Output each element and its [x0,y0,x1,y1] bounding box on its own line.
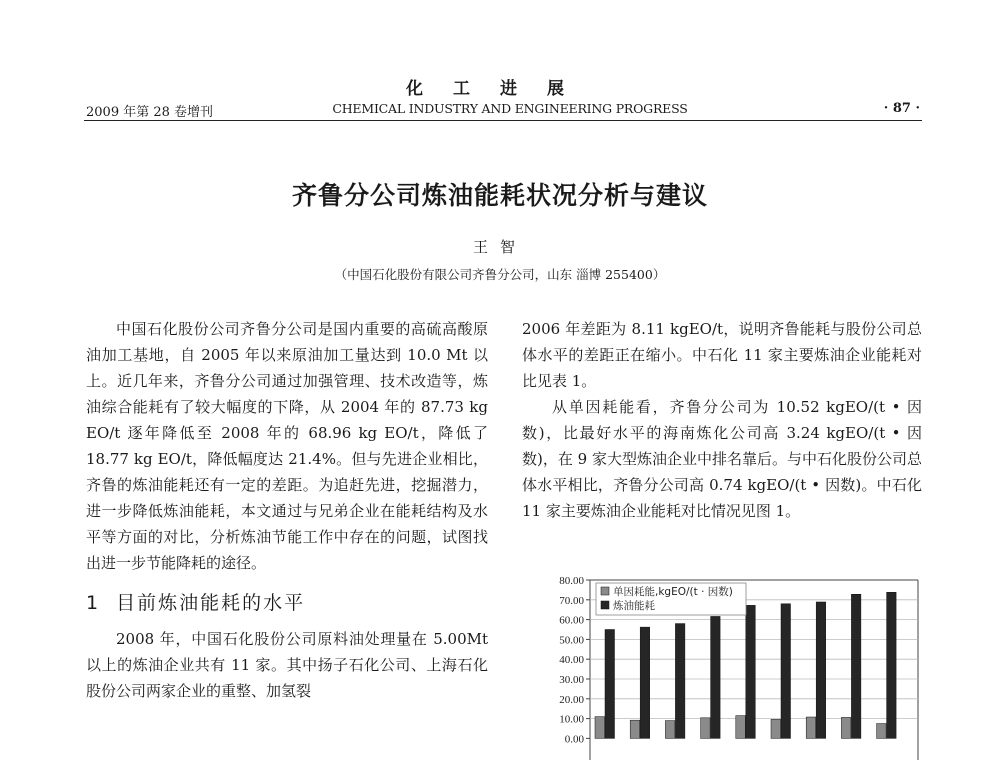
continued-paragraph: 2006 年差距为 8.11 kgEO/t，说明齐鲁能耗与股份公司总体水平的差距正在缩小。中石化 11 家主要炼油企业能耗对比见表 1。 [522,320,922,390]
bar-unit-energy [701,718,711,739]
bar-refining-energy [675,624,685,739]
y-tick-label: 10.00 [559,713,584,726]
journal-title-en: CHEMICAL INDUSTRY AND ENGINEERING PROGRESS [332,101,688,116]
figure-1-chart [548,574,938,760]
unit-energy-paragraph: 从单因耗能看，齐鲁分公司为 10.52 kgEO/(t • 因数)，比最好水平的海南炼化公司高 3.24 kgEO/(t • 因数)，在 9 家大型炼油企业中排名靠后。与中石化股份公司总体水平相比，齐鲁分公司高 0.74 kgEO/(t • 因数)。中石化 11 家主要炼油企业能耗对比情况见图 1。 [522,398,922,520]
intro-paragraph: 中国石化股份公司齐鲁分公司是国内重要的高硫高酸原油加工基地，自 2005 年以来原油加工量达到 10.0 Mt 以上。近几年来，齐鲁分公司通过加强管理、技术改造等，炼油综合能耗有了较大幅度的下降，从 2004 年的 87.73 kg EO/t 逐年降低至 2008 年的 68.96 kg EO/t，降低了 18.77 kg EO/t，降低幅度达 21.4%。但与先进企业相比，齐鲁的炼油能耗还有一定的差距。为追赶先进，挖掘潜力，进一步降低炼油能耗，本文通过与兄弟企业在能耗结构及水平等方面的对比，分析炼油节能工作中存在的问题，试图找出进一步节能降耗的途径。 [86,320,488,572]
y-tick-label: 40.00 [559,654,584,667]
section-heading [86,590,488,616]
chart-svg [548,574,938,760]
bar-refining-energy [887,592,897,738]
bar-refining-energy [816,602,826,738]
bar-refining-energy [851,594,861,738]
bar-unit-energy [806,717,816,738]
legend-swatch-unit-energy [601,587,609,595]
y-tick-label: 60.00 [559,614,584,627]
year-volume: 2009 年第 28 卷增刊 [86,105,214,120]
legend-label-unit-energy: 单因耗能,kgEO/(t · 因数) [613,586,733,598]
bar-unit-energy [630,720,640,738]
section-number: 1 [86,592,101,614]
bar-refining-energy [746,605,756,738]
bar-unit-energy [841,717,851,738]
legend-label-refining-energy: 炼油能耗 [613,600,655,612]
bar-unit-energy [595,717,605,739]
bar-unit-energy [771,719,781,738]
bar-unit-energy [877,724,887,739]
y-tick-label: 70.00 [559,594,584,607]
bar-refining-energy [640,627,650,738]
y-tick-label: 80.00 [559,575,584,587]
y-tick-label: 30.00 [559,674,584,686]
section-title: 目前炼油能耗的水平 [116,592,306,614]
y-tick-label: 50.00 [559,634,584,647]
bar-refining-energy [711,616,721,738]
author-affiliation: （中国石化股份有限公司齐鲁分公司，山东 淄博 255400） [334,267,666,282]
page-number: · 87 · [883,101,920,116]
journal-title-cn: 化工进展 [406,79,594,99]
author-name: 王智 [472,238,527,256]
bar-unit-energy [736,716,746,739]
article-title: 齐鲁分公司炼油能耗状况分析与建议 [291,181,708,210]
right-column [522,316,922,524]
header-rule [84,120,922,121]
legend-swatch-refining-energy [601,601,609,609]
bar-refining-energy [781,604,791,739]
y-tick-label: 20.00 [559,693,584,706]
bar-unit-energy [665,721,675,739]
section1-paragraph: 2008 年，中国石化股份公司原料油处理量在 5.00Mt 以上的炼油企业共有 11 家。其中扬子石化公司、上海石化股份公司两家企业的重整、加氢裂 [86,630,488,700]
y-tick-label: 0.00 [564,733,584,746]
left-column [86,316,488,704]
bar-refining-energy [605,630,615,739]
